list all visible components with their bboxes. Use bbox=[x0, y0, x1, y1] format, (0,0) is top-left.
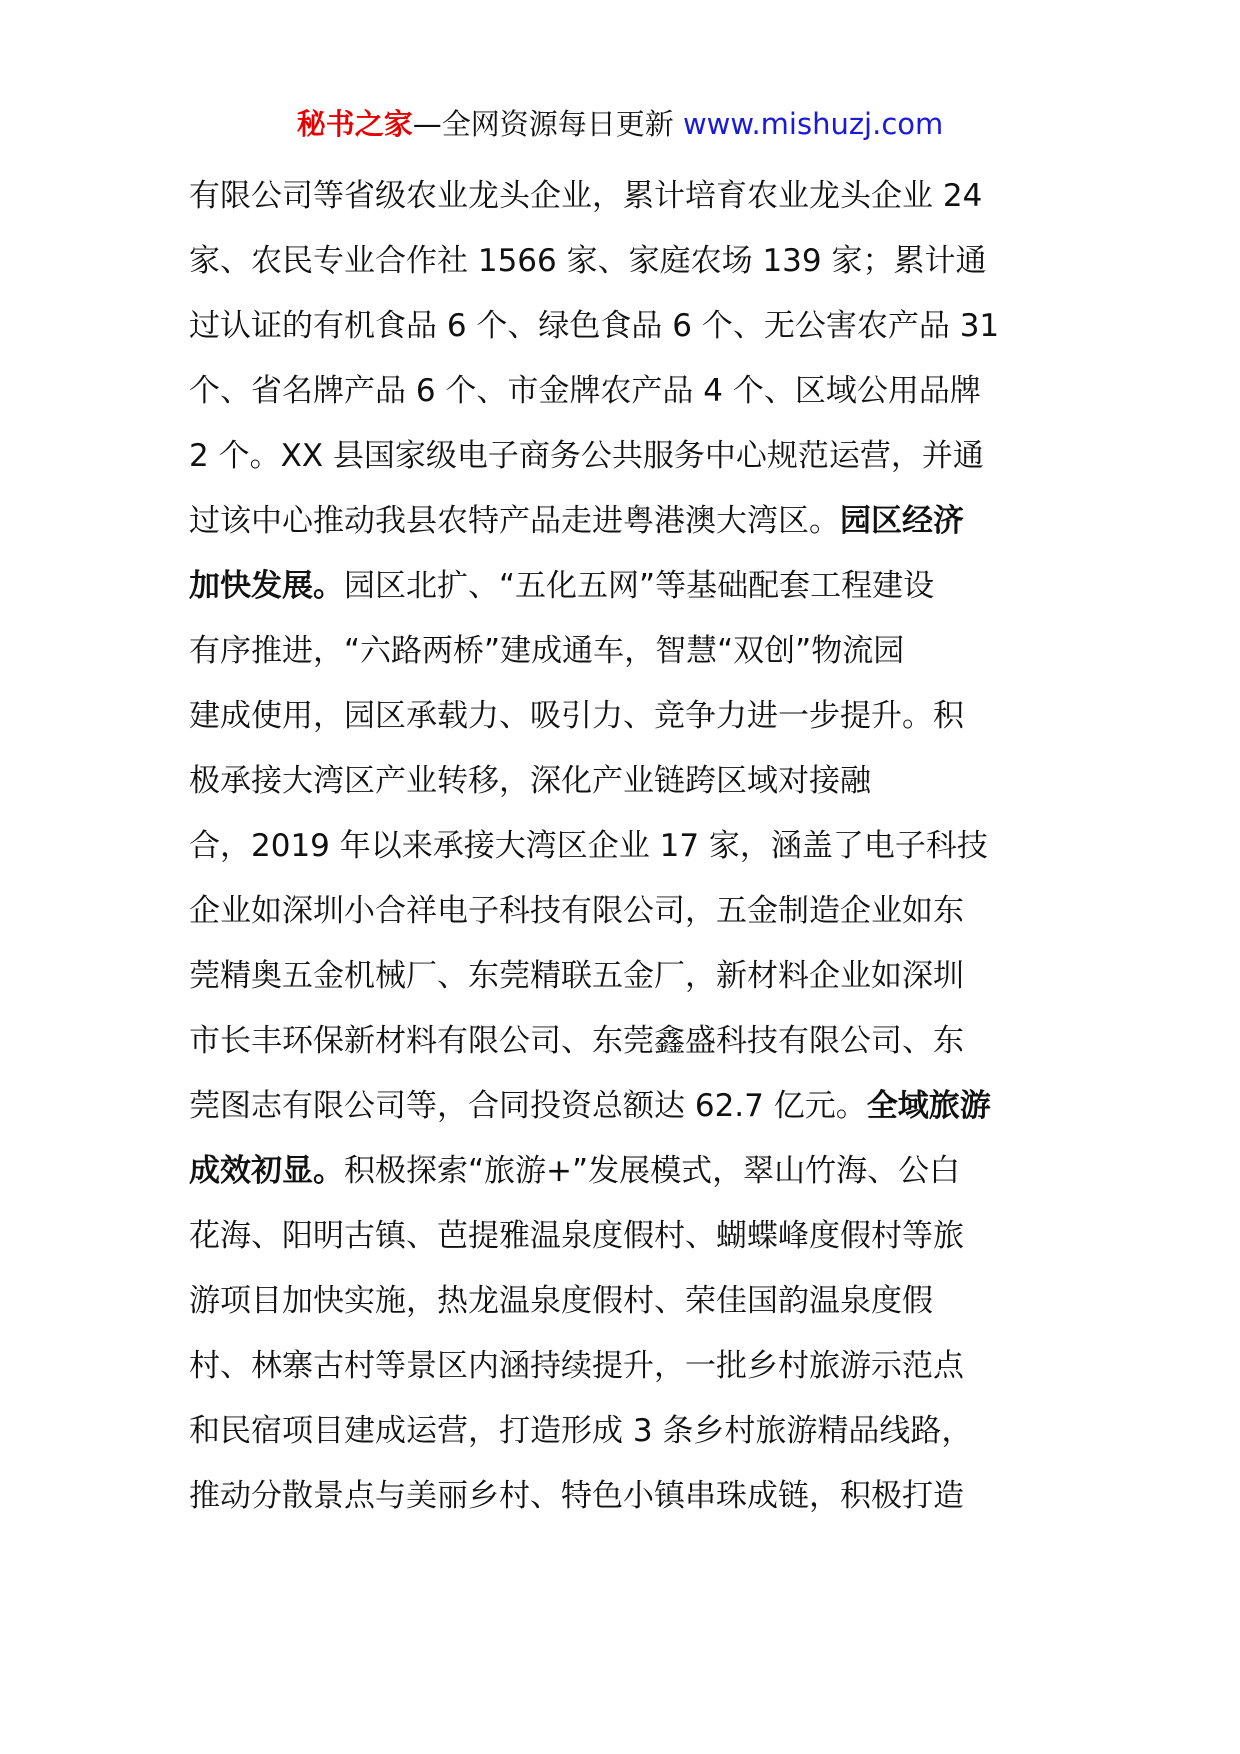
body-text bbox=[189, 164, 1059, 1529]
site-url-link[interactable]: www.mishuzj.com bbox=[682, 107, 944, 141]
brand-name: 秘书之家 bbox=[296, 107, 413, 141]
text-line bbox=[189, 1204, 1059, 1269]
text-line bbox=[189, 814, 1059, 879]
text-segment: 过该中心推动我县农特产品走进粤港澳大湾区。 bbox=[189, 503, 840, 539]
text-line bbox=[189, 294, 1059, 359]
text-line bbox=[189, 944, 1059, 1009]
text-line bbox=[189, 554, 1059, 619]
text-segment: 2 个。XX 县国家级电子商务公共服务中心规范运营，并通 bbox=[189, 438, 984, 474]
text-segment: 过认证的有机食品 6 个、绿色食品 6 个、无公害农产品 31 bbox=[189, 308, 1000, 344]
text-segment: 企业如深圳小合祥电子科技有限公司，五金制造企业如东 bbox=[189, 893, 964, 929]
text-line bbox=[189, 879, 1059, 944]
text-line bbox=[189, 424, 1059, 489]
text-segment: 市长丰环保新材料有限公司、东莞鑫盛科技有限公司、东 bbox=[189, 1023, 964, 1059]
text-segment: 家、农民专业合作社 1566 家、家庭农场 139 家；累计通 bbox=[189, 243, 987, 279]
bold-heading-segment: 成效初显。 bbox=[189, 1153, 344, 1189]
text-segment: 园区北扩、“五化五网”等基础配套工程建设 bbox=[344, 568, 935, 604]
text-line bbox=[189, 1009, 1059, 1074]
text-line bbox=[189, 1399, 1059, 1464]
text-segment: 积极探索“旅游+”发展模式，翠山竹海、公白 bbox=[344, 1153, 961, 1189]
text-segment: 花海、阳明古镇、芭提雅温泉度假村、蝴蝶峰度假村等旅 bbox=[189, 1218, 964, 1254]
text-line bbox=[189, 1269, 1059, 1334]
text-segment: 有序推进，“六路两桥”建成通车，智慧“双创”物流园 bbox=[189, 633, 905, 669]
text-line bbox=[189, 359, 1059, 424]
text-segment: 莞图志有限公司等，合同投资总额达 62.7 亿元。 bbox=[189, 1088, 867, 1124]
bold-heading-segment: 加快发展。 bbox=[189, 568, 344, 604]
text-line bbox=[189, 1334, 1059, 1399]
bold-heading-segment: 全域旅游 bbox=[866, 1088, 991, 1124]
text-segment: 有限公司等省级农业龙头企业，累计培育农业龙头企业 24 bbox=[189, 178, 983, 214]
text-line bbox=[189, 749, 1059, 814]
text-segment: 极承接大湾区产业转移，深化产业链跨区域对接融 bbox=[189, 763, 871, 799]
bold-heading-segment: 园区经济 bbox=[840, 503, 964, 539]
header-slogan: —全网资源每日更新 bbox=[412, 107, 674, 141]
text-segment: 村、林寨古村等景区内涵持续提升，一批乡村旅游示范点 bbox=[189, 1348, 964, 1384]
text-segment: 游项目加快实施，热龙温泉度假村、荣佳国韵温泉度假 bbox=[189, 1283, 933, 1319]
text-segment: 和民宿项目建成运营，打造形成 3 条乡村旅游精品线路， bbox=[189, 1413, 973, 1449]
text-line bbox=[189, 619, 1059, 684]
text-line bbox=[189, 229, 1059, 294]
text-segment: 合，2019 年以来承接大湾区企业 17 家，涵盖了电子科技 bbox=[189, 828, 988, 864]
text-line bbox=[189, 489, 1059, 554]
text-line bbox=[189, 1139, 1059, 1204]
text-line bbox=[189, 164, 1059, 229]
text-line bbox=[189, 1464, 1059, 1529]
text-line bbox=[189, 1074, 1059, 1139]
text-segment: 莞精奥五金机械厂、东莞精联五金厂，新材料企业如深圳 bbox=[189, 958, 964, 994]
text-segment: 推动分散景点与美丽乡村、特色小镇串珠成链，积极打造 bbox=[189, 1478, 964, 1514]
text-line bbox=[189, 684, 1059, 749]
text-segment: 建成使用，园区承载力、吸引力、竞争力进一步提升。积 bbox=[189, 698, 964, 734]
text-segment: 个、省名牌产品 6 个、市金牌农产品 4 个、区域公用品牌 bbox=[189, 373, 981, 409]
page-header bbox=[0, 104, 1240, 144]
